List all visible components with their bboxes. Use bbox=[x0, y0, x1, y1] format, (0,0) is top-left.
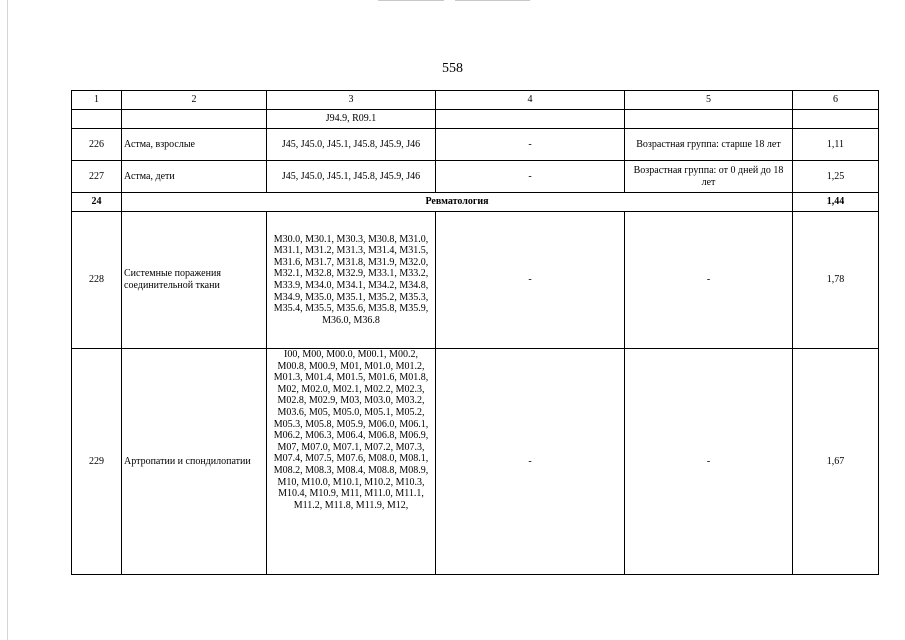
coefficient-cell: 1,67 bbox=[793, 349, 879, 575]
scan-left-edge bbox=[7, 0, 8, 640]
empty-cell bbox=[72, 110, 122, 129]
dash-cell: - bbox=[436, 212, 625, 349]
section-row bbox=[72, 193, 879, 212]
coefficient-cell: 1,25 bbox=[793, 161, 879, 193]
codes-cell: J45, J45.0, J45.1, J45.8, J45.9, J46 bbox=[267, 161, 436, 193]
tariff-table bbox=[71, 90, 879, 575]
dash-cell: - bbox=[436, 161, 625, 193]
codes-cell: M30.0, M30.1, M30.3, M30.8, M31.0, M31.1, M31.2, M31.3, M31.4, M31.5, M31.6, M31.7, M31.8, M31.9, M32.0, M32.1, M32.8, M32.9, M33.1, M33.2, M33.9, M34.0, M34.1, M34.2, M34.8, M34.9, M35.0, M35.1, M35.2, M35.3, M35.4, M35.5, M35.6, M35.8, M35.9, M36.0, M36.8 bbox=[267, 212, 436, 349]
codes-cell: J45, J45.0, J45.1, J45.8, J45.9, J46 bbox=[267, 129, 436, 161]
row-number: 228 bbox=[72, 212, 122, 349]
header-row bbox=[72, 91, 879, 110]
section-coefficient: 1,44 bbox=[793, 193, 879, 212]
coefficient-cell: 1,78 bbox=[793, 212, 879, 349]
page-number: 558 bbox=[442, 61, 463, 76]
table-row bbox=[72, 212, 879, 349]
continuation-row bbox=[72, 110, 879, 129]
section-number: 24 bbox=[72, 193, 122, 212]
diagnosis-name: Астма, дети bbox=[122, 161, 267, 193]
empty-cell bbox=[625, 110, 793, 129]
row-number: 227 bbox=[72, 161, 122, 193]
row-number: 229 bbox=[72, 349, 122, 575]
codes-text: I00, M00, M00.0, M00.1, M00.2, M00.8, M00.9, M01, M01.0, M01.2, M01.3, M01.4, M01.5, M01.6, M01.8, M02, M02.0, M02.1, M02.2, M02.3, M02.8, M02.9, M03, M03.0, M03.2, M03.6, M05, M05.0, M05.1, M05.2, M05.3, M05.8, M05.9, M06.0, M06.1, M06.2, M06.3, M06.4, M06.8, M06.9, M07, M07.0, M07.1, M07.2, M07.3, M07.4, M07.5, M07.6, M08.0, M08.1, M08.2, M08.3, M08.4, M08.8, M08.9, M10, M10.0, M10.1, M10.2, M10.3, M10.4, M10.9, M11, M11.0, M11.1, M11.2, M11.8, M11.9, M12, bbox=[273, 349, 429, 511]
dash-cell: - bbox=[625, 349, 793, 575]
header-cell: 5 bbox=[625, 91, 793, 110]
table-row bbox=[72, 129, 879, 161]
criteria-cell: Возрастная группа: старше 18 лет bbox=[625, 129, 793, 161]
empty-cell bbox=[122, 110, 267, 129]
dash-cell: - bbox=[436, 129, 625, 161]
criteria-cell: Возрастная группа: от 0 дней до 18 лет bbox=[625, 161, 793, 193]
header-cell: 6 bbox=[793, 91, 879, 110]
header-cell: 2 bbox=[122, 91, 267, 110]
codes-cell: J94.9, R09.1 bbox=[267, 110, 436, 129]
coefficient-cell: 1,11 bbox=[793, 129, 879, 161]
diagnosis-name: Астма, взрослые bbox=[122, 129, 267, 161]
table-row bbox=[72, 161, 879, 193]
diagnosis-name: Артропатии и спондилопатии bbox=[122, 349, 267, 575]
empty-cell bbox=[436, 110, 625, 129]
empty-cell bbox=[793, 110, 879, 129]
scan-edge-line bbox=[455, 0, 530, 1]
header-cell: 1 bbox=[72, 91, 122, 110]
dash-cell: - bbox=[436, 349, 625, 575]
table-row bbox=[72, 349, 879, 575]
diagnosis-name: Системные поражения соединительной ткани bbox=[122, 212, 267, 349]
codes-cell bbox=[267, 349, 436, 575]
header-cell: 3 bbox=[267, 91, 436, 110]
scan-edge-line bbox=[378, 0, 444, 1]
row-number: 226 bbox=[72, 129, 122, 161]
header-cell: 4 bbox=[436, 91, 625, 110]
dash-cell: - bbox=[625, 212, 793, 349]
section-title: Ревматология bbox=[122, 193, 793, 212]
